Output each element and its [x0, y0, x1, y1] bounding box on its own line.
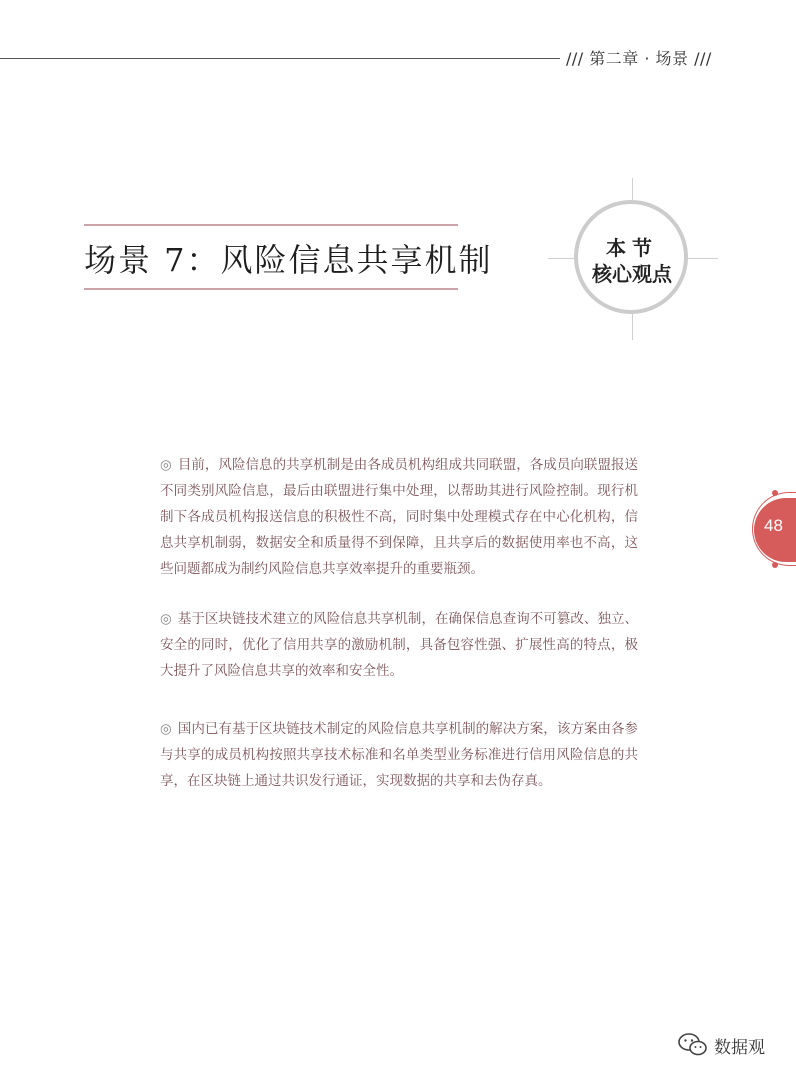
- page-number: 48: [764, 516, 783, 535]
- page-title: 场景 7：风险信息共享机制: [84, 241, 493, 279]
- page-tab-dot-bottom: [772, 562, 778, 568]
- circle-bullet-icon: ◎: [160, 457, 172, 473]
- wechat-icon: [678, 1032, 708, 1058]
- paragraph-2: [160, 606, 638, 684]
- paragraph-3: [160, 716, 638, 794]
- page-tab-dot-top: [772, 490, 778, 496]
- header-rule: [0, 58, 560, 59]
- badge-line-1: 本节: [606, 236, 658, 260]
- watermark: [678, 1030, 765, 1060]
- paragraph-1: [160, 452, 638, 582]
- badge-line-2: 核心观点: [592, 262, 672, 286]
- paragraph-2-text: 基于区块链技术建立的风险信息共享机制，在确保信息查询不可篡改、独立、安全的同时，优化了信用共享的激励机制，具备包容性强、扩展性高的特点，极大提升了风险信息共享的效率和安全性。: [160, 611, 639, 679]
- circle-bullet-icon: ◎: [160, 611, 172, 627]
- circle-bullet-icon: ◎: [160, 721, 172, 737]
- paragraph-1-text: 目前，风险信息的共享机制是由各成员机构组成共同联盟，各成员向联盟报送不同类别风险信息，最后由联盟进行集中处理，以帮助其进行风险控制。现行机制下各成员机构报送信息的积极性不高，同时集中处理模式存在中心化机构，信息共享机制弱，数据安全和质量得不到保障，且共享后的数据使用率也不高，这些问题都成为制约风险信息共享效率提升的重要瓶颈。: [160, 457, 639, 577]
- chapter-header: /// 第二章 · 场景 ///: [566, 49, 712, 68]
- paragraph-3-text: 国内已有基于区块链技术制定的风险信息共享机制的解决方案，该方案由各参与共享的成员机构按照共享技术标准和名单类型业务标准进行信用风险信息的共享，在区块链上通过共识发行通证，实现数据的共享和去伪存真。: [160, 721, 639, 789]
- watermark-text: 数据观: [714, 1037, 765, 1058]
